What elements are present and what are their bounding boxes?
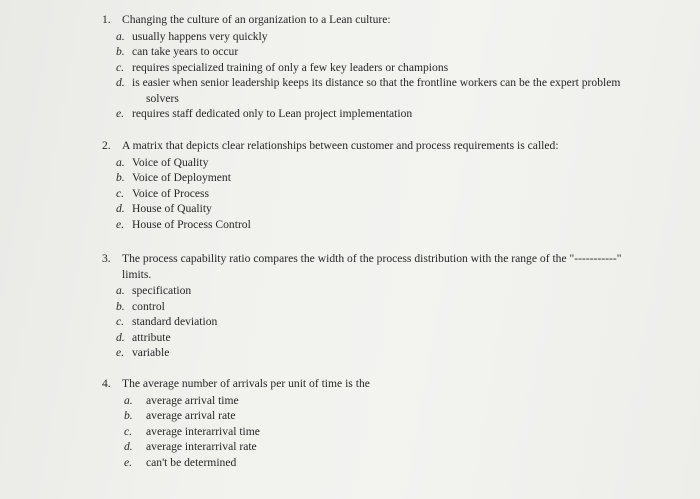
option-2b xyxy=(116,170,559,186)
option-3d xyxy=(116,330,621,346)
option-text: requires staff dedicated only to Lean project implementation xyxy=(132,107,413,120)
option-1b xyxy=(116,44,620,60)
option-1c xyxy=(116,60,620,76)
question-3 xyxy=(102,251,621,361)
option-1e xyxy=(116,106,620,122)
question-4 xyxy=(102,376,370,470)
option-text: usually happens very quickly xyxy=(132,29,268,43)
option-letter: c. xyxy=(124,424,133,438)
option-4a xyxy=(124,393,370,409)
option-letter: b. xyxy=(124,409,133,422)
question-1 xyxy=(102,12,620,122)
option-letter: d. xyxy=(116,76,125,89)
option-letter: e. xyxy=(116,107,125,120)
option-1a xyxy=(116,29,620,45)
option-text: House of Quality xyxy=(132,202,212,215)
option-text: average interarrival time xyxy=(146,424,260,438)
option-letter: e. xyxy=(116,346,125,359)
option-letter: a. xyxy=(116,284,125,297)
option-2c xyxy=(116,186,559,202)
option-text: average arrival rate xyxy=(146,409,236,422)
option-text: can take years to occur xyxy=(132,45,239,58)
option-letter: a. xyxy=(116,155,125,169)
option-letter: d. xyxy=(124,440,133,453)
option-letter: c. xyxy=(116,60,125,74)
option-1d xyxy=(116,75,620,91)
question-text: A matrix that depicts clear relationships between customer and process requirements is called: xyxy=(122,139,559,152)
option-letter: a. xyxy=(116,29,125,43)
options-list xyxy=(116,29,620,122)
option-text: Voice of Quality xyxy=(132,155,209,169)
option-letter: c. xyxy=(116,186,125,200)
option-3e xyxy=(116,345,621,361)
option-4e xyxy=(124,455,370,471)
options-list xyxy=(116,283,621,361)
option-letter: b. xyxy=(116,171,125,184)
question-number: 3. xyxy=(102,252,111,265)
question-2-stem xyxy=(102,138,559,154)
option-text: requires specialized training of only a few key leaders or champions xyxy=(132,60,449,74)
options-list xyxy=(116,155,559,233)
option-letter: a. xyxy=(124,393,133,407)
option-letter: c. xyxy=(116,315,125,328)
option-letter: b. xyxy=(116,45,125,58)
option-2a xyxy=(116,155,559,171)
option-letter: b. xyxy=(116,299,125,313)
question-4-stem xyxy=(102,376,370,392)
option-text: control xyxy=(132,299,165,313)
option-letter: e. xyxy=(124,455,133,469)
option-4d xyxy=(124,439,370,455)
question-number: 4. xyxy=(102,377,111,390)
option-text: attribute xyxy=(132,330,171,344)
option-text: Voice of Deployment xyxy=(132,171,231,184)
question-3-stem xyxy=(102,251,621,267)
question-text: Changing the culture of an organization to a Lean culture: xyxy=(122,13,391,26)
option-letter: d. xyxy=(116,202,125,215)
question-2 xyxy=(102,138,559,232)
question-number: 1. xyxy=(102,13,111,26)
option-3b xyxy=(116,299,621,315)
option-text: House of Process Control xyxy=(132,217,251,231)
option-4c xyxy=(124,424,370,440)
question-1-stem xyxy=(102,12,620,28)
option-text: can't be determined xyxy=(146,455,237,469)
option-2e xyxy=(116,217,559,233)
option-text: specification xyxy=(132,284,192,297)
option-3c xyxy=(116,314,621,330)
question-text: The average number of arrivals per unit of time is the xyxy=(122,377,370,390)
question-number: 2. xyxy=(102,139,111,152)
option-1d-continuation: solvers xyxy=(146,91,179,105)
options-list xyxy=(124,393,370,471)
option-text: Voice of Process xyxy=(132,186,210,200)
option-text: standard deviation xyxy=(132,315,218,328)
option-letter: e. xyxy=(116,217,125,231)
option-2d xyxy=(116,201,559,217)
option-3a xyxy=(116,283,621,299)
option-text: average interarrival rate xyxy=(146,440,257,453)
question-text: The process capability ratio compares the width of the process distribution with the range of the "-----------" xyxy=(122,252,622,265)
option-letter: d. xyxy=(116,330,125,344)
question-3-continuation: limits. xyxy=(122,267,152,281)
option-text: average arrival time xyxy=(146,393,239,407)
option-text: is easier when senior leadership keeps its distance so that the frontline workers can be the expert problem xyxy=(132,76,621,89)
option-4b xyxy=(124,408,370,424)
option-text: variable xyxy=(132,346,170,359)
